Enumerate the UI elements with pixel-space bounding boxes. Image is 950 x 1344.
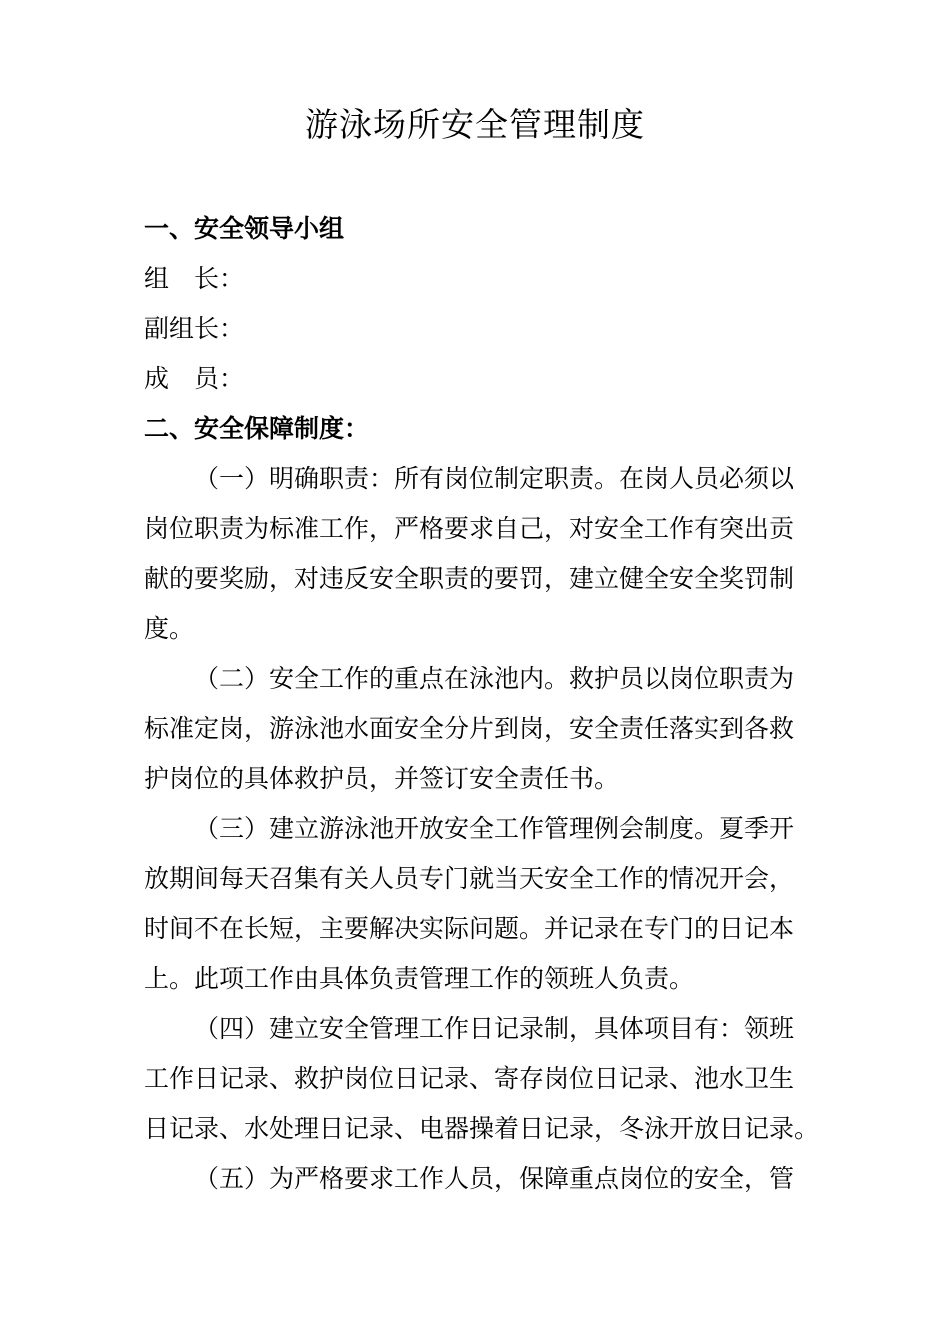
paragraph-line: 上。此项工作由具体负责管理工作的领班人负责。: [144, 964, 695, 993]
paragraph-line: （二）安全工作的重点在泳池内。救护员以岗位职责为: [194, 664, 795, 693]
document-title: 游泳场所安全管理制度: [305, 105, 645, 144]
paragraph-line: 护岗位的具体救护员，并签订安全责任书。: [144, 764, 620, 793]
paragraph-2: [144, 654, 808, 804]
field-members: 成 员：: [144, 364, 245, 393]
paragraph-line: 岗位职责为标准工作，严格要求自己，对安全工作有突出贡: [144, 514, 795, 543]
paragraph-1: [144, 454, 808, 654]
paragraph-line: （一）明确职责：所有岗位制定职责。在岗人员必须以: [194, 464, 795, 493]
document-body: [144, 204, 820, 1204]
paragraph-line: 时间不在长短，主要解决实际问题。并记录在专门的日记本: [144, 914, 795, 943]
paragraph-4: [144, 1004, 820, 1154]
paragraph-line: 工作日记录、救护岗位日记录、寄存岗位日记录、池水卫生: [144, 1064, 795, 1093]
paragraph-line: 标准定岗，游泳池水面安全分片到岗，安全责任落实到各救: [144, 714, 795, 743]
section-heading-safety-system: 二、安全保障制度：: [144, 414, 370, 443]
paragraph-5: [144, 1154, 808, 1204]
paragraph-line: （五）为严格要求工作人员，保障重点岗位的安全，管: [194, 1164, 795, 1193]
field-deputy-leader: 副组长：: [144, 314, 245, 343]
paragraph-line: （四）建立安全管理工作日记录制，具体项目有：领班: [194, 1014, 795, 1043]
paragraph-line: 日记录、水处理日记录、电器操着日记录，冬泳开放日记录。: [144, 1114, 820, 1143]
paragraph-3: [144, 804, 808, 1004]
paragraph-line: 度。: [144, 614, 195, 643]
paragraph-line: 献的要奖励，对违反安全职责的要罚，建立健全安全奖罚制: [144, 564, 795, 593]
section-heading-leadership-group: 一、安全领导小组: [144, 214, 345, 243]
paragraph-line: （三）建立游泳池开放安全工作管理例会制度。夏季开: [194, 814, 795, 843]
field-group-leader: 组 长：: [144, 264, 245, 293]
paragraph-line: 放期间每天召集有关人员专门就当天安全工作的情况开会，: [144, 864, 795, 893]
